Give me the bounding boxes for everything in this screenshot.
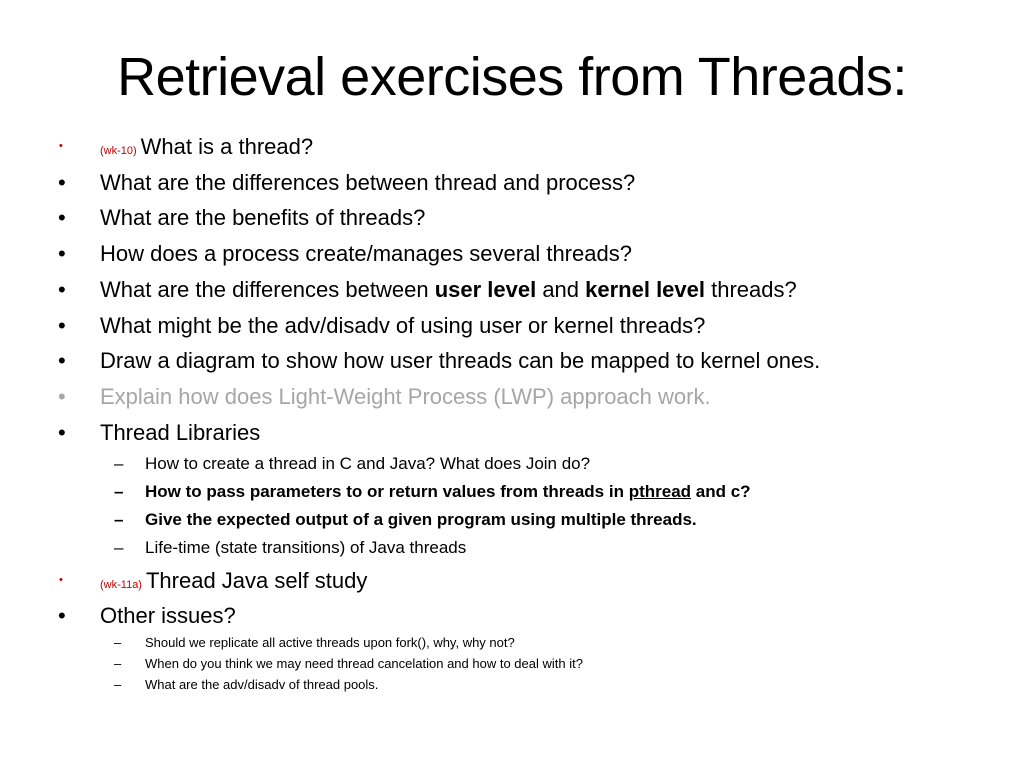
item-text: What is a thread? [140,134,314,159]
kernel-level-term: kernel level [585,277,706,302]
week-tag: (wk-11a) [100,579,142,591]
item-text: Other issues? [100,603,236,628]
dash-icon: – [114,677,122,692]
bullet-icon: • [58,205,66,230]
sub-item-text: When do you think we may need thread cancelation and how to deal with it? [145,656,583,671]
sub-item-text: Life-time (state transitions) of Java threads [145,538,467,557]
item-text: What might be the adv/disadv of using user or kernel threads? [100,313,706,338]
item-text: Explain how does Light-Weight Process (LWP) approach work. [100,384,711,409]
sub-item-text: Give the expected output of a given program using multiple threads. [145,510,697,529]
item-text: Thread Java self study [145,568,368,593]
bullet-icon: • [58,420,66,445]
sub-item-text: Should we replicate all active threads upon fork(), why, why not? [145,635,515,650]
item-text: What are the differences between thread and process? [100,170,636,195]
bullet-icon: • [58,384,66,409]
bullet-icon: • [58,170,66,195]
sub-item-text: What are the adv/disadv of thread pools. [145,677,379,692]
slide-title: Retrieval exercises from Threads: [117,47,907,107]
bullet-icon: • [58,603,66,628]
bullet-icon: • [58,241,66,266]
pthread-term: pthread [628,482,692,501]
dash-icon: – [114,656,122,671]
sub-item-text: How to create a thread in C and Java? What does Join do? [145,454,591,473]
dash-icon: – [114,510,124,529]
dash-icon: – [114,482,124,501]
item-text: What are the benefits of threads? [100,205,426,230]
dash-icon: – [114,635,122,650]
bullet-icon: • [58,313,66,338]
item-text: Thread Libraries [100,420,261,445]
bullet-icon: • [59,574,63,586]
dash-icon: – [114,454,124,473]
sub-item-text: How to pass parameters to or return values from threads in pthread and c? [145,482,751,501]
item-text: Draw a diagram to show how user threads can be mapped to kernel ones. [100,348,821,373]
bullet-icon: • [58,277,66,302]
user-level-term: user level [434,277,537,302]
dash-icon: – [114,538,124,557]
week-tag: (wk-10) [100,145,137,157]
bullet-icon: • [59,140,63,152]
bullet-icon: • [58,348,66,373]
item-text: What are the differences between user level and kernel level threads? [100,277,797,302]
item-text: How does a process create/manages several threads? [100,241,632,266]
